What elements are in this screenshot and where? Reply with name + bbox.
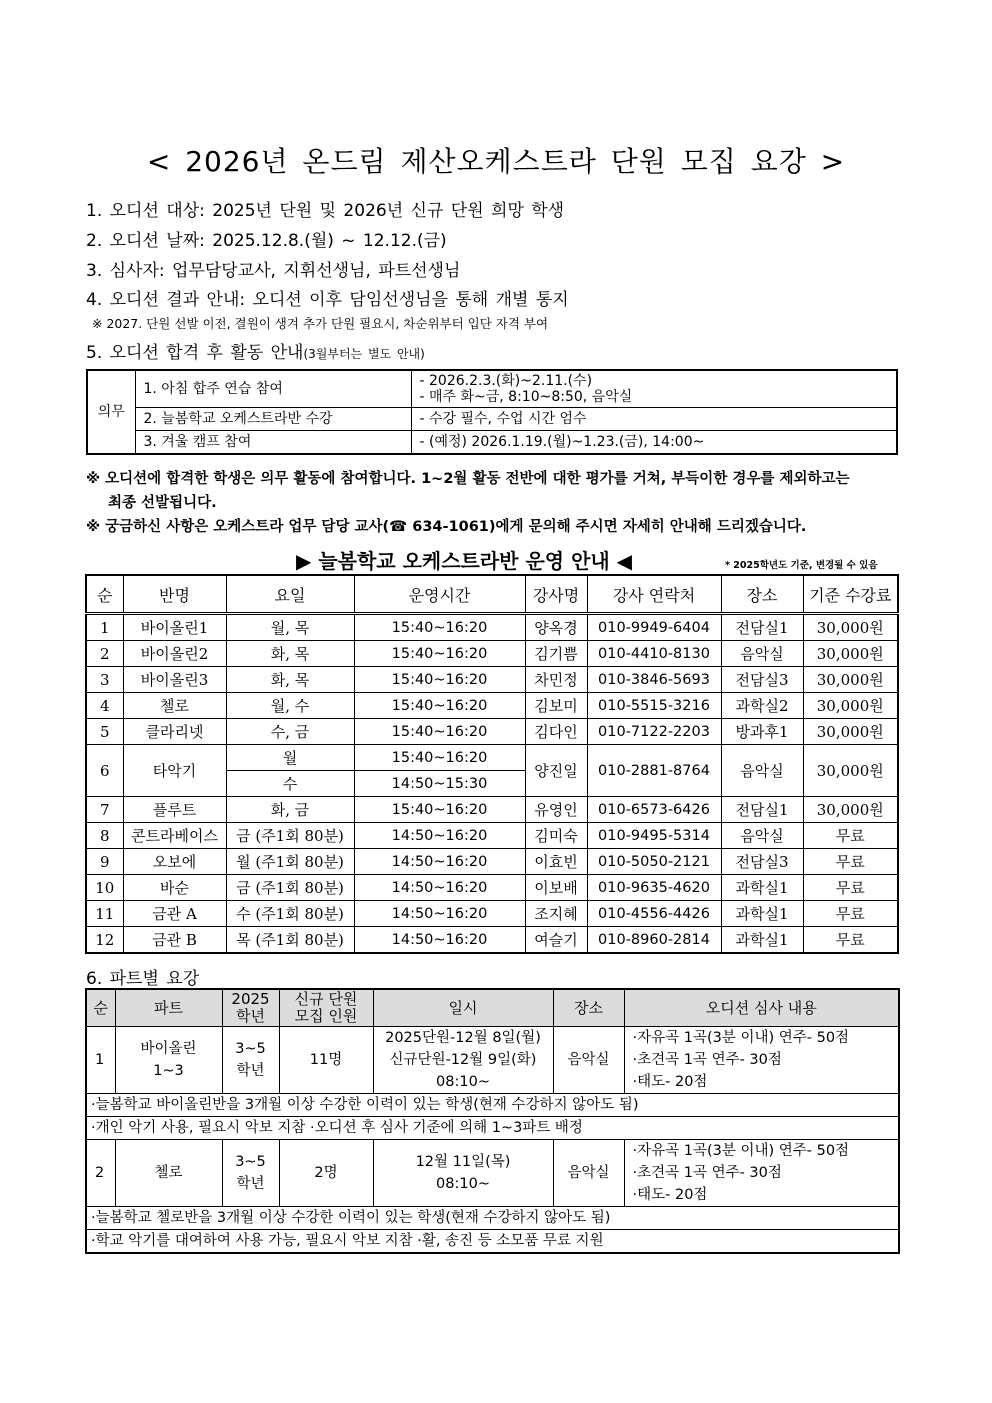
cell: 금관 B: [123, 927, 226, 954]
col-header: [222, 989, 279, 1027]
cell: 14:50~16:20: [354, 901, 525, 927]
duty-desc-line: - 2026.2.3.(화)~2.11.(수): [419, 373, 593, 389]
cell-line: 바이올린: [140, 1041, 197, 1057]
cell: 8: [86, 823, 123, 849]
col-header: 순: [86, 989, 115, 1027]
eval-line: ·태도- 20점: [632, 1074, 708, 1090]
col-header: 오디션 심사 내용: [624, 989, 899, 1027]
cell: 010-4556-4426: [587, 901, 721, 927]
cell: 30,000원: [803, 719, 898, 745]
schedule-body: [86, 614, 898, 745]
cell: 010-9635-4620: [587, 875, 721, 901]
cell: [222, 1140, 279, 1207]
table-row: [86, 1140, 899, 1207]
cell: 김미숙: [525, 823, 587, 849]
col-header: [279, 989, 373, 1027]
table-row: [86, 901, 898, 927]
cell: 15:40~16:20: [354, 614, 525, 641]
cell: [624, 1140, 899, 1207]
table-row: [86, 693, 898, 719]
page-title: < 2026년 온드림 제산오케스트라 단원 모집 요강 >: [146, 145, 846, 178]
schedule-title: ▶ 늘봄학교 오케스트라반 운영 안내 ◀: [296, 549, 633, 573]
cell: 010-2881-8764: [587, 745, 721, 797]
cell: 30,000원: [803, 693, 898, 719]
table-row: [86, 797, 898, 823]
eval-line: ·태도- 20점: [632, 1187, 708, 1203]
duty-row-desc: - (예정) 2026.1.19.(월)~1.23.(금), 14:00~: [411, 431, 897, 455]
cell: ·늘봄학교 첼로반을 3개월 이상 수강한 이력이 있는 학생(현재 수강하지 않아도 됨): [86, 1207, 899, 1230]
cell: 11: [86, 901, 123, 927]
col-header: 일시: [373, 989, 553, 1027]
eval-line: ·자유곡 1곡(3분 이내) 연주- 50점: [632, 1143, 850, 1159]
item-activity: [86, 338, 425, 363]
table-row: [86, 875, 898, 901]
cell: 플루트: [123, 797, 226, 823]
cell: 무료: [803, 875, 898, 901]
cell: 010-5515-3216: [587, 693, 721, 719]
col-header-line: 학년: [236, 1007, 265, 1025]
cell: 7: [86, 797, 123, 823]
cell: [624, 1027, 899, 1094]
item-activity-sub: (3월부터는 별도 안내): [303, 347, 425, 361]
notice-2: ※ 궁금하신 사항은 오케스트라 업무 담당 교사(☎ 634-1061)에게 문의해 주시면 자세히 안내해 드리겠습니다.: [86, 519, 807, 535]
cell: 과학실2: [721, 693, 803, 719]
cell: 30,000원: [803, 641, 898, 667]
item-judges: 3. 심사자: 업무담당교사, 지휘선생님, 파트선생님: [86, 261, 461, 281]
table-row: [86, 849, 898, 875]
cell: 여슬기: [525, 927, 587, 954]
cell: 2명: [279, 1140, 373, 1207]
eval-line: ·자유곡 1곡(3분 이내) 연주- 50점: [632, 1030, 850, 1046]
cell-line: 1~3: [153, 1063, 184, 1079]
cell: ·개인 악기 사용, 필요시 악보 지참 ·오디션 후 심사 기준에 의해 1~3파트 배정: [86, 1117, 899, 1140]
cell: 음악실: [721, 745, 803, 797]
duty-row-desc: [411, 370, 897, 408]
duty-desc-line: - 매주 화~금, 8:10~8:50, 음악실: [419, 389, 633, 405]
cell: 무료: [803, 823, 898, 849]
cell: 화, 금: [226, 797, 354, 823]
cell: 이효빈: [525, 849, 587, 875]
cell: 14:50~16:20: [354, 849, 525, 875]
table-row: [86, 823, 898, 849]
cell: 전담실1: [721, 614, 803, 641]
table-row: [86, 667, 898, 693]
col-header: 요일: [226, 575, 354, 614]
cell: 15:40~16:20: [354, 719, 525, 745]
schedule-header-row: [86, 575, 898, 614]
cell-line: 2025단원-12월 8일(월): [385, 1030, 541, 1046]
col-header-line: 2025: [231, 990, 270, 1008]
table-row: [86, 1094, 899, 1117]
schedule-table: [85, 574, 899, 954]
cell: 음악실: [553, 1027, 624, 1094]
cell: 수 (주1회 80분): [226, 901, 354, 927]
cell-line: 3~5: [235, 1041, 266, 1057]
col-header-line: 신규 단원: [294, 990, 358, 1008]
col-header: 파트: [115, 989, 222, 1027]
cell: 김기쁨: [525, 641, 587, 667]
cell: 15:40~16:20: [354, 745, 525, 771]
cell: 14:50~16:20: [354, 875, 525, 901]
cell: 9: [86, 849, 123, 875]
cell: 010-7122-2203: [587, 719, 721, 745]
cell: 15:40~16:20: [354, 641, 525, 667]
cell: 이보배: [525, 875, 587, 901]
cell: 30,000원: [803, 745, 898, 797]
col-header: 반명: [123, 575, 226, 614]
cell: 1: [86, 614, 123, 641]
eval-line: ·초견곡 1곡 연주- 30점: [632, 1165, 782, 1181]
table-row: [86, 641, 898, 667]
table-row: [86, 614, 898, 641]
table-row: [86, 927, 898, 954]
cell: 무료: [803, 927, 898, 954]
duty-row-name: 3. 겨울 캠프 참여: [135, 431, 411, 455]
cell: 바이올린2: [123, 641, 226, 667]
cell: ·학교 악기를 대여하여 사용 가능, 필요시 악보 지참 ·활, 송진 등 소모품 무료 지원: [86, 1230, 899, 1254]
table-row: [86, 1027, 899, 1094]
cell: 010-8960-2814: [587, 927, 721, 954]
cell: 바순: [123, 875, 226, 901]
cell: 조지혜: [525, 901, 587, 927]
item-result-notice: 4. 오디션 결과 안내: 오디션 이후 담임선생님을 통해 개별 통지: [86, 290, 569, 310]
cell: 금 (주1회 80분): [226, 875, 354, 901]
col-header: 강사명: [525, 575, 587, 614]
table-row: [86, 1117, 899, 1140]
cell: [373, 1140, 553, 1207]
cell: 수: [226, 771, 354, 797]
cell: 유영인: [525, 797, 587, 823]
item-note: ※ 2027. 단원 선발 이전, 결원이 생겨 추가 단원 필요시, 차순위부터 입단 자격 부여: [92, 316, 549, 331]
cell: 30,000원: [803, 614, 898, 641]
cell: 김다인: [525, 719, 587, 745]
cell: 음악실: [721, 641, 803, 667]
cell: 첼로: [123, 693, 226, 719]
cell: 전담실1: [721, 797, 803, 823]
cell-line: 학년: [236, 1063, 265, 1079]
cell: 5: [86, 719, 123, 745]
cell: 타악기: [123, 745, 226, 797]
cell: 15:40~16:20: [354, 797, 525, 823]
cell: 15:40~16:20: [354, 667, 525, 693]
cell: 010-9495-5314: [587, 823, 721, 849]
table-row: [86, 1207, 899, 1230]
cell: 12: [86, 927, 123, 954]
duty-table: [86, 369, 898, 455]
col-header-line: 모집 인원: [294, 1007, 358, 1025]
item-audition-target: 1. 오디션 대상: 2025년 단원 및 2026년 신규 단원 희망 학생: [86, 201, 565, 221]
duty-row-name: 2. 늘봄학교 오케스트라반 수강: [135, 408, 411, 431]
item-activity-text: 5. 오디션 합격 후 활동 안내: [86, 343, 304, 363]
item-audition-date: 2. 오디션 날짜: 2025.12.8.(월) ~ 12.12.(금): [86, 231, 447, 251]
cell: 2: [86, 641, 123, 667]
schedule-body-percussion: [86, 745, 898, 797]
cell-line: 신규단원-12월 9일(화): [389, 1052, 537, 1068]
cell: 4: [86, 693, 123, 719]
cell: 14:50~16:20: [354, 927, 525, 954]
part-table: [85, 988, 900, 1254]
cell: 화, 목: [226, 641, 354, 667]
col-header: 강사 연락처: [587, 575, 721, 614]
cell: 010-6573-6426: [587, 797, 721, 823]
cell: 음악실: [721, 823, 803, 849]
cell: [115, 1027, 222, 1094]
cell: 010-9949-6404: [587, 614, 721, 641]
cell: 전담실3: [721, 849, 803, 875]
cell: 14:50~16:20: [354, 823, 525, 849]
cell: 방과후1: [721, 719, 803, 745]
cell: 과학실1: [721, 927, 803, 954]
cell: [222, 1027, 279, 1094]
cell: 과학실1: [721, 901, 803, 927]
cell: 양진일: [525, 745, 587, 797]
schedule-note: * 2025학년도 기준, 변경될 수 있음: [725, 560, 878, 571]
col-header: 장소: [721, 575, 803, 614]
cell: 10: [86, 875, 123, 901]
cell: 3: [86, 667, 123, 693]
notice-1: ※ 오디션에 합격한 학생은 의무 활동에 참여합니다. 1~2월 활동 전반에 대한 평가를 거쳐, 부득이한 경우를 제외하고는: [86, 471, 850, 487]
cell: 목 (주1회 80분): [226, 927, 354, 954]
duty-row-name: 1. 아침 합주 연습 참여: [135, 370, 411, 408]
cell: 과학실1: [721, 875, 803, 901]
schedule-body: [86, 797, 898, 954]
col-header: 기준 수강료: [803, 575, 898, 614]
part-header-row: [86, 989, 899, 1027]
cell: 오보에: [123, 849, 226, 875]
cell: 양옥경: [525, 614, 587, 641]
cell: 1: [86, 1027, 115, 1094]
cell: 금 (주1회 80분): [226, 823, 354, 849]
cell: 바이올린3: [123, 667, 226, 693]
cell: [373, 1027, 553, 1094]
notice-1-cont: 최종 선발됩니다.: [108, 495, 217, 511]
cell: 무료: [803, 849, 898, 875]
cell: 월, 수: [226, 693, 354, 719]
duty-row-desc: - 수강 필수, 수업 시간 엄수: [411, 408, 897, 431]
cell: 김보미: [525, 693, 587, 719]
cell: 화, 목: [226, 667, 354, 693]
cell: 첼로: [115, 1140, 222, 1207]
cell: 콘트라베이스: [123, 823, 226, 849]
cell: 월: [226, 745, 354, 771]
table-row: [86, 719, 898, 745]
cell: 수, 금: [226, 719, 354, 745]
cell-line: 학년: [236, 1176, 265, 1192]
table-row: [86, 1230, 899, 1254]
part-heading: 6. 파트별 요강: [86, 969, 200, 989]
cell: 11명: [279, 1027, 373, 1094]
cell: 30,000원: [803, 667, 898, 693]
cell: 010-5050-2121: [587, 849, 721, 875]
cell: 6: [86, 745, 123, 797]
cell: 금관 A: [123, 901, 226, 927]
cell: 월, 목: [226, 614, 354, 641]
eval-line: ·초견곡 1곡 연주- 30점: [632, 1052, 782, 1068]
cell: 전담실3: [721, 667, 803, 693]
cell: 14:50~15:30: [354, 771, 525, 797]
col-header: 장소: [553, 989, 624, 1027]
cell: 무료: [803, 901, 898, 927]
cell: 010-4410-8130: [587, 641, 721, 667]
col-header: 운영시간: [354, 575, 525, 614]
cell: 바이올린1: [123, 614, 226, 641]
cell-line: 3~5: [235, 1154, 266, 1170]
cell: 클라리넷: [123, 719, 226, 745]
cell: 음악실: [553, 1140, 624, 1207]
duty-label: 의무: [87, 370, 135, 454]
cell: 2: [86, 1140, 115, 1207]
cell: 차민정: [525, 667, 587, 693]
cell: ·늘봄학교 바이올린반을 3개월 이상 수강한 이력이 있는 학생(현재 수강하지 않아도 됨): [86, 1094, 899, 1117]
cell: 15:40~16:20: [354, 693, 525, 719]
cell-line: 08:10~: [436, 1176, 490, 1192]
cell-line: 12월 11일(목): [415, 1154, 511, 1170]
cell: 30,000원: [803, 797, 898, 823]
cell: 월 (주1회 80분): [226, 849, 354, 875]
cell-line: 08:10~: [436, 1074, 490, 1090]
col-header: 순: [86, 575, 123, 614]
cell: 010-3846-5693: [587, 667, 721, 693]
table-row: [86, 745, 898, 771]
